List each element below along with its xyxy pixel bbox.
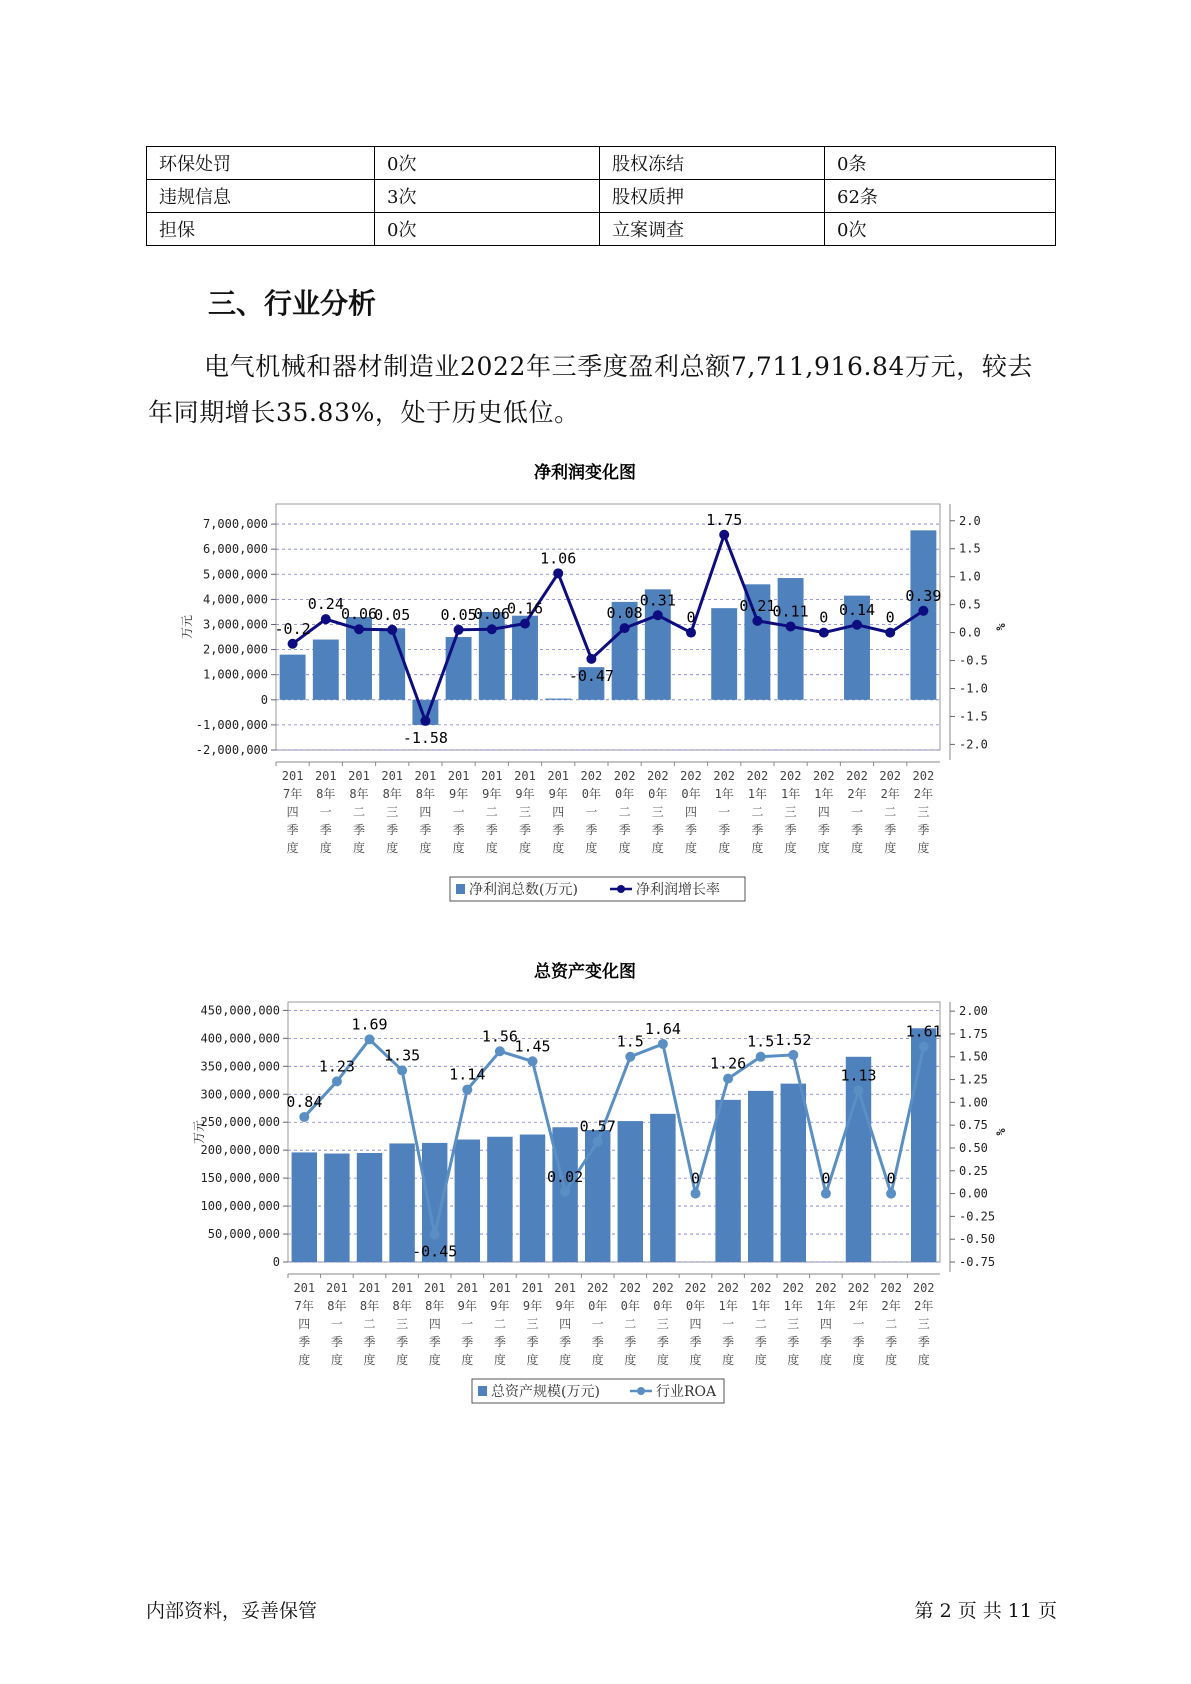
- x-tick-label: 201 9年一季度: [447, 769, 470, 855]
- legend-line-label: 净利润增长率: [636, 882, 720, 898]
- x-tick-label: 202 0年二季度: [619, 1281, 642, 1367]
- bar: [715, 1100, 740, 1262]
- x-tick-label: 201 9年四季度: [547, 769, 570, 855]
- chart-title: 净利润变化图: [534, 463, 636, 483]
- table-cell: 0次: [825, 213, 1056, 246]
- analysis-text: 电气机械和器材制造业2022年三季度盈利总额7,711,916.84万元，较去年同期增长35.83%，处于历史低位。: [148, 352, 1034, 427]
- x-tick-label: 202 1年四季度: [812, 769, 835, 855]
- line-point: [487, 624, 497, 634]
- data-label: 1.35: [384, 1046, 421, 1065]
- table-cell: 0次: [375, 147, 600, 180]
- data-label: 1.45: [514, 1037, 551, 1056]
- x-tick-label: 202 0年三季度: [652, 1281, 674, 1367]
- bar: [650, 1114, 675, 1262]
- y2-tick-label: 1.00: [959, 1095, 988, 1110]
- bar: [585, 1130, 610, 1262]
- x-tick-label: 202 0年四季度: [680, 769, 702, 855]
- line-point: [625, 1052, 635, 1062]
- y-tick-label: 300,000,000: [200, 1087, 280, 1102]
- data-label: 1.5: [747, 1032, 775, 1051]
- y-tick-label: 1,000,000: [202, 667, 268, 682]
- data-label: 0: [819, 608, 829, 627]
- table-cell: 担保: [147, 213, 375, 246]
- y2-tick-label: 1.50: [959, 1049, 988, 1064]
- analysis-paragraph: [148, 344, 1058, 436]
- legend-line-label: 行业ROA: [656, 1384, 717, 1400]
- bar: [455, 1140, 480, 1262]
- bar: [748, 1091, 773, 1262]
- legend-bar-swatch: [456, 884, 465, 894]
- bar: [389, 1143, 414, 1262]
- line-point: [819, 628, 829, 638]
- data-label: 0.24: [307, 595, 344, 614]
- y2-tick-label: 0.50: [959, 1140, 988, 1155]
- x-tick-label: 202 0年一季度: [586, 1281, 609, 1367]
- line-point: [885, 628, 895, 638]
- total-assets-chart: [0, 950, 1191, 1430]
- x-tick-label: 202 1年四季度: [815, 1281, 837, 1367]
- x-tick-label: 201 9年四季度: [554, 1281, 576, 1367]
- line-point: [553, 568, 563, 578]
- y2-tick-label: -0.5: [959, 653, 988, 668]
- bar: [379, 628, 405, 700]
- line-point: [593, 1137, 603, 1147]
- line-point: [354, 624, 364, 634]
- table-row: [147, 180, 1056, 213]
- y-tick-label: 50,000,000: [207, 1227, 280, 1242]
- x-tick-label: 201 8年四季度: [414, 769, 437, 855]
- data-label: -0.2: [274, 619, 311, 638]
- data-label: 1.26: [710, 1054, 747, 1073]
- bar: [520, 1135, 545, 1262]
- table-cell: 0次: [375, 213, 600, 246]
- data-label: 0.06: [473, 605, 510, 624]
- y-tick-label: 0: [260, 692, 268, 707]
- y2-tick-label: 1.5: [959, 541, 981, 556]
- x-tick-label: 201 7年四季度: [293, 1281, 316, 1367]
- x-tick-label: 201 9年三季度: [521, 1281, 544, 1367]
- bar: [711, 608, 737, 700]
- bar: [280, 655, 306, 700]
- data-label: 1.13: [840, 1066, 877, 1085]
- line-point: [691, 1189, 701, 1199]
- x-tick-label: 202 1年二季度: [749, 1281, 772, 1367]
- line-point: [788, 1050, 798, 1060]
- y-tick-label: -2,000,000: [195, 743, 268, 757]
- y-tick-label: 250,000,000: [200, 1115, 280, 1130]
- x-tick-label: 201 8年三季度: [391, 1281, 413, 1367]
- data-label: 0.05: [440, 605, 477, 624]
- table-cell: 3次: [375, 180, 600, 213]
- x-tick-label: 201 9年二季度: [480, 769, 503, 855]
- data-label: 0: [886, 1169, 896, 1188]
- x-tick-label: 201 8年三季度: [381, 769, 404, 855]
- data-label: 1.61: [905, 1022, 942, 1041]
- table-cell: 违规信息: [147, 180, 375, 213]
- data-label: 0: [885, 608, 895, 627]
- line-point: [321, 614, 331, 624]
- line-point: [332, 1076, 342, 1086]
- line-point: [462, 1085, 472, 1095]
- bar: [292, 1152, 317, 1262]
- bar: [487, 1137, 512, 1262]
- y-tick-label: -1,000,000: [195, 717, 268, 732]
- x-tick-label: 202 0年三季度: [646, 769, 669, 855]
- data-label: 1.52: [775, 1030, 812, 1049]
- line-point: [520, 619, 530, 629]
- legend-bar-label: 净利润总数(万元): [469, 882, 578, 898]
- x-tick-label: 202 2年二季度: [879, 769, 902, 855]
- data-label: 1.64: [644, 1019, 681, 1038]
- x-tick-label: 201 7年四季度: [281, 769, 304, 855]
- x-tick-label: 201 8年二季度: [348, 769, 370, 855]
- line-point: [586, 654, 596, 664]
- y-tick-label: 3,000,000: [202, 617, 268, 632]
- x-tick-label: 201 8年一季度: [314, 769, 337, 855]
- line-point: [560, 1187, 570, 1197]
- plot-frame: [276, 504, 940, 750]
- bar: [778, 578, 804, 700]
- x-tick-label: 201 9年一季度: [456, 1281, 479, 1367]
- data-label: 0.57: [579, 1117, 616, 1136]
- y2-tick-label: 1.0: [959, 569, 981, 584]
- y-tick-label: 400,000,000: [200, 1031, 280, 1046]
- chart-title: 总资产变化图: [534, 962, 636, 982]
- y2-axis-label: %: [994, 1128, 1008, 1136]
- legend-bar-label: 总资产规模(万元): [491, 1384, 600, 1400]
- table-row: [147, 213, 1056, 246]
- info-table: [146, 146, 1056, 246]
- y-tick-label: 100,000,000: [200, 1199, 280, 1214]
- line-point: [387, 625, 397, 635]
- table-cell: 0条: [825, 147, 1056, 180]
- y2-tick-label: 0.75: [959, 1118, 988, 1133]
- bar: [324, 1154, 349, 1262]
- data-label: 0: [821, 1169, 831, 1188]
- bar: [781, 1084, 806, 1262]
- line-point: [430, 1230, 440, 1240]
- y2-tick-label: -0.25: [959, 1209, 996, 1224]
- table-cell: 62条: [825, 180, 1056, 213]
- x-tick-label: 202 1年二季度: [746, 769, 769, 855]
- x-tick-label: 201 9年二季度: [489, 1281, 511, 1367]
- data-label: 0.06: [340, 605, 378, 624]
- line-point: [528, 1056, 538, 1066]
- line-point: [299, 1112, 309, 1122]
- y-tick-label: 2,000,000: [202, 642, 268, 657]
- x-tick-label: 202 0年一季度: [580, 769, 603, 855]
- y2-tick-label: -1.5: [959, 709, 988, 724]
- data-label: 1.56: [481, 1027, 518, 1046]
- bar: [618, 1121, 643, 1262]
- data-label: 0.05: [374, 605, 411, 624]
- y2-tick-label: 0.0: [959, 625, 981, 640]
- line-point: [658, 1039, 668, 1049]
- y-axis-label: 万元: [192, 1119, 206, 1145]
- line-point: [686, 628, 696, 638]
- bar: [357, 1153, 382, 1262]
- y2-tick-label: -2.0: [959, 737, 988, 752]
- y-tick-label: 6,000,000: [202, 542, 268, 557]
- y2-tick-label: 2.00: [959, 1004, 988, 1019]
- y-tick-label: 7,000,000: [202, 517, 268, 532]
- net-profit-chart: [0, 450, 1191, 920]
- y2-tick-label: -0.50: [959, 1232, 996, 1247]
- x-tick-label: 202 1年一季度: [717, 1281, 739, 1367]
- data-label: 1.23: [318, 1057, 355, 1076]
- y-tick-label: 5,000,000: [202, 567, 268, 582]
- data-label: -0.45: [412, 1242, 458, 1261]
- line-point: [723, 1074, 733, 1084]
- line-point: [854, 1085, 864, 1095]
- data-label: 0: [690, 1169, 701, 1188]
- line-point: [786, 621, 796, 631]
- y2-tick-label: 0.25: [959, 1163, 988, 1178]
- data-label: 0.14: [838, 600, 876, 619]
- y2-tick-label: 1.25: [959, 1072, 988, 1087]
- legend-line-marker: [637, 1387, 645, 1395]
- section-title: 三、行业分析: [208, 287, 377, 320]
- x-tick-label: 201 8年一季度: [326, 1281, 348, 1367]
- x-tick-label: 201 9年三季度: [514, 769, 536, 855]
- footer-note: 内部资料，妥善保管: [146, 1600, 318, 1622]
- line-point: [454, 625, 464, 635]
- line-point: [919, 1042, 929, 1052]
- x-tick-label: 202 1年一季度: [713, 769, 736, 855]
- line-point: [288, 639, 298, 649]
- data-label: 1.5: [616, 1032, 644, 1051]
- data-label: 0.39: [905, 586, 942, 605]
- y-axis-label: 万元: [180, 614, 194, 640]
- bar: [545, 699, 571, 700]
- data-label: 0: [686, 608, 696, 627]
- line-point: [756, 1052, 766, 1062]
- data-label: 1.14: [449, 1065, 486, 1084]
- table-row: [147, 147, 1056, 180]
- data-label: 0.84: [286, 1092, 323, 1111]
- x-tick-label: 202 0年四季度: [684, 1281, 707, 1367]
- y2-tick-label: -0.75: [959, 1255, 996, 1269]
- line-point: [886, 1189, 896, 1199]
- data-label: 1.75: [706, 510, 743, 529]
- y2-tick-label: 1.75: [959, 1026, 988, 1041]
- y2-tick-label: -1.0: [959, 681, 988, 696]
- y-tick-label: 200,000,000: [200, 1143, 280, 1158]
- y2-tick-label: 2.0: [959, 513, 981, 528]
- x-tick-label: 202 2年三季度: [912, 1281, 935, 1367]
- line-point: [495, 1046, 505, 1056]
- data-label: -0.47: [568, 666, 614, 685]
- x-tick-label: 202 0年二季度: [613, 769, 636, 855]
- y2-tick-label: 0.5: [959, 597, 981, 612]
- x-tick-label: 202 2年一季度: [846, 769, 868, 855]
- line-point: [620, 623, 630, 633]
- data-label: 0.16: [506, 599, 544, 618]
- line-point: [821, 1189, 831, 1199]
- data-label: 0.11: [772, 602, 809, 621]
- line-point: [365, 1034, 375, 1044]
- x-tick-label: 201 8年二季度: [358, 1281, 381, 1367]
- data-label: 1.06: [540, 549, 577, 568]
- legend-bar-swatch: [478, 1386, 487, 1396]
- x-tick-label: 202 1年三季度: [779, 769, 802, 855]
- page-number: 第 2 页 共 11 页: [914, 1600, 1057, 1622]
- x-tick-label: 202 2年二季度: [880, 1281, 902, 1367]
- bar: [446, 637, 472, 700]
- legend-line-marker: [617, 885, 625, 893]
- x-tick-label: 201 8年四季度: [423, 1281, 446, 1367]
- bar: [313, 640, 339, 700]
- data-label: 0.31: [639, 591, 676, 610]
- line-point: [918, 606, 928, 616]
- table-cell: 立案调查: [600, 213, 825, 246]
- line-point: [719, 530, 729, 540]
- line-point: [653, 610, 663, 620]
- data-label: 0.02: [547, 1167, 584, 1186]
- data-label: 1.69: [351, 1015, 388, 1034]
- data-label: 0.21: [739, 596, 776, 615]
- y-tick-label: 450,000,000: [200, 1003, 280, 1018]
- table-cell: 股权质押: [600, 180, 825, 213]
- table-cell: 股权冻结: [600, 147, 825, 180]
- y2-tick-label: 0.00: [959, 1186, 988, 1201]
- table-cell: 环保处罚: [147, 147, 375, 180]
- x-tick-label: 202 2年一季度: [847, 1281, 870, 1367]
- data-label: -1.58: [402, 728, 448, 747]
- x-tick-label: 202 1年三季度: [782, 1281, 805, 1367]
- line-point: [420, 716, 430, 726]
- y-tick-label: 350,000,000: [200, 1059, 280, 1074]
- y2-axis-label: %: [994, 623, 1008, 631]
- y-tick-label: 4,000,000: [202, 592, 268, 607]
- bar: [911, 1028, 936, 1262]
- y-tick-label: 150,000,000: [200, 1171, 280, 1186]
- y-tick-label: 0: [272, 1255, 280, 1269]
- line-point: [397, 1065, 407, 1075]
- line-point: [852, 620, 862, 630]
- x-tick-label: 202 2年三季度: [912, 769, 935, 855]
- line-point: [752, 616, 762, 626]
- data-label: 0.08: [606, 604, 643, 623]
